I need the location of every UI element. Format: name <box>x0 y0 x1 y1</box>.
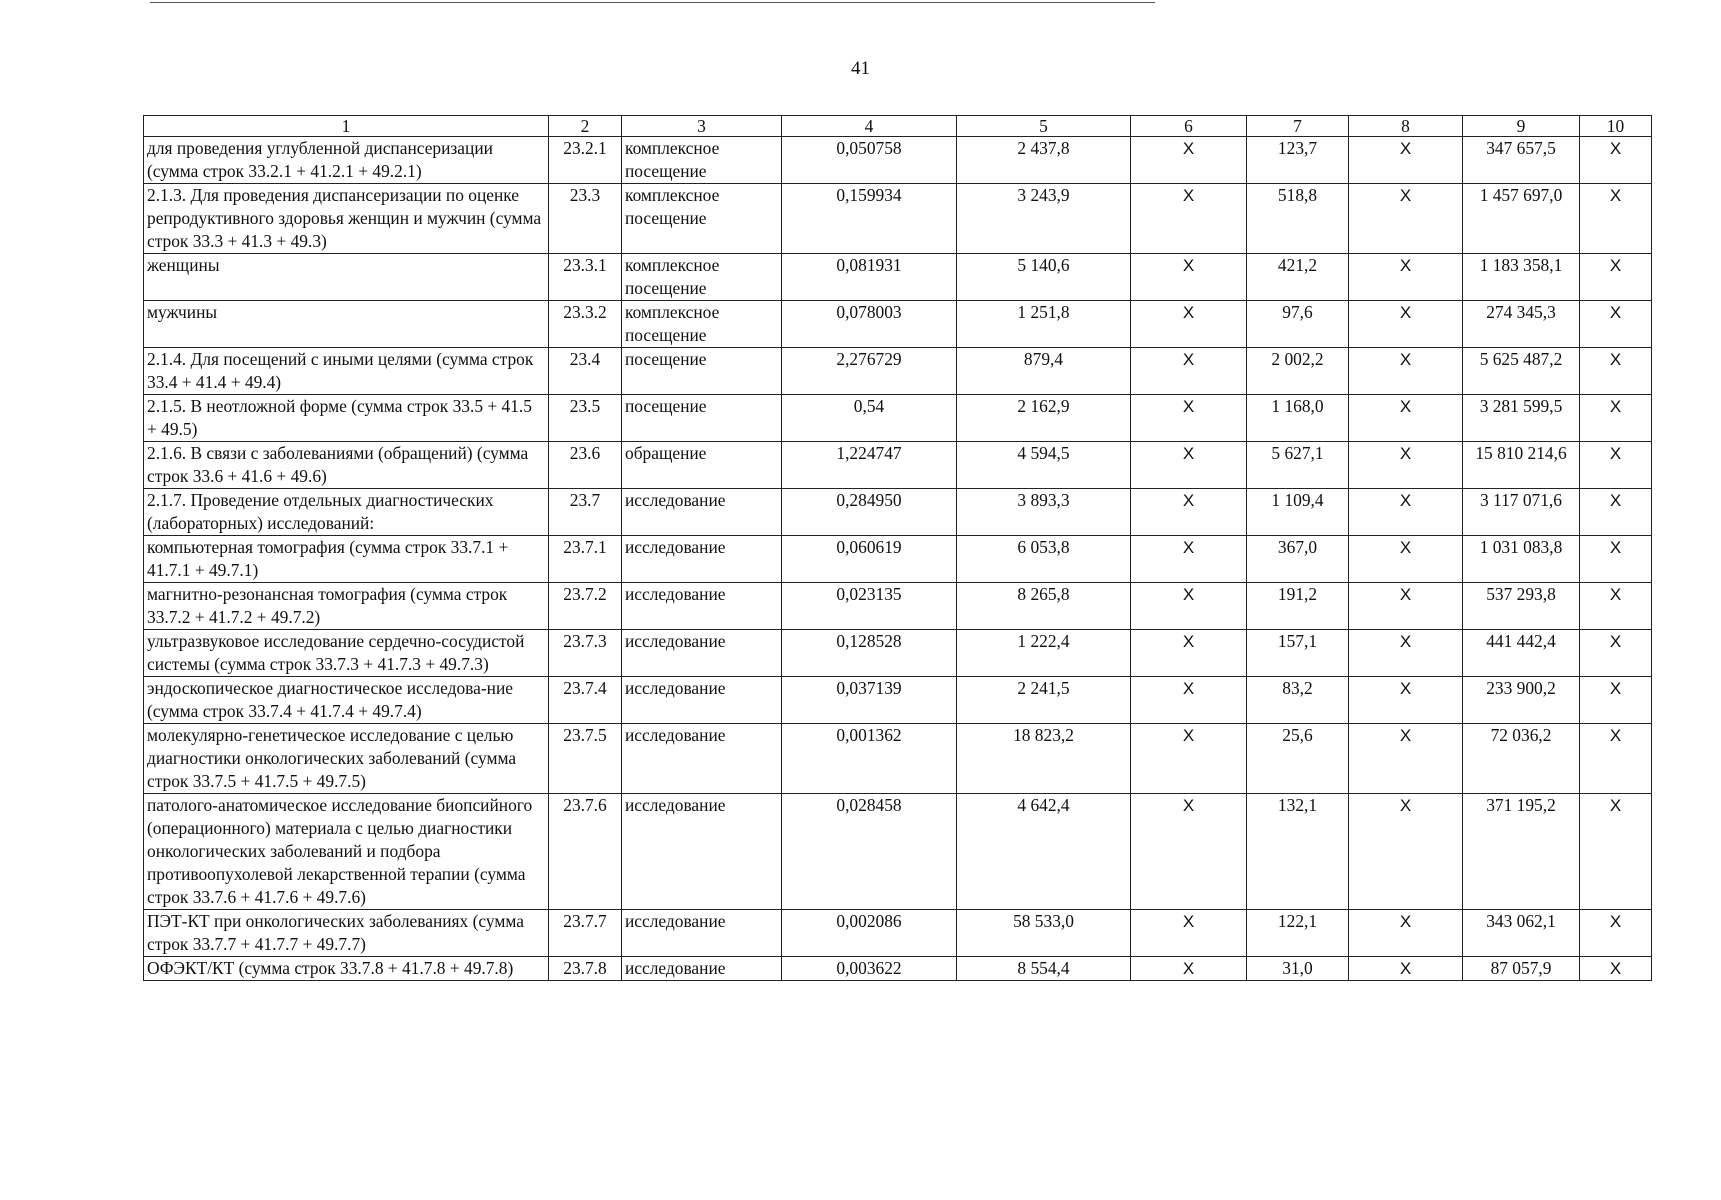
row-name-cell: 2.1.7. Проведение отдельных диагностических (лабораторных) исследований: <box>144 489 549 536</box>
x-mark: Х <box>1399 139 1412 158</box>
table-row <box>144 794 1652 910</box>
table-row <box>144 489 1652 536</box>
page-number: 41 <box>851 58 870 79</box>
x-mark: Х <box>1399 726 1412 745</box>
x-mark: Х <box>1182 912 1195 931</box>
row-name-cell: эндоскопическое диагностическое исследова-ние (сумма строк 33.7.4 + 41.7.4 + 49.7.4) <box>144 677 549 724</box>
row-col8-cell <box>1349 630 1463 677</box>
row-col10-cell <box>1580 442 1652 489</box>
row-unit-cell: исследование <box>622 536 782 583</box>
row-col5-cell: 1 251,8 <box>957 301 1131 348</box>
row-unit-cell: обращение <box>622 442 782 489</box>
row-code-cell: 23.3.2 <box>549 301 622 348</box>
table-row <box>144 630 1652 677</box>
x-mark: Х <box>1399 796 1412 815</box>
row-col10-cell <box>1580 724 1652 794</box>
row-unit-cell: исследование <box>622 630 782 677</box>
x-mark: Х <box>1399 632 1412 651</box>
row-col8-cell <box>1349 184 1463 254</box>
row-unit-cell: исследование <box>622 794 782 910</box>
row-col9-cell: 1 457 697,0 <box>1463 184 1580 254</box>
x-mark: Х <box>1182 444 1195 463</box>
row-col9-cell: 441 442,4 <box>1463 630 1580 677</box>
column-header: 5 <box>957 116 1131 137</box>
row-col4-cell: 0,028458 <box>782 794 957 910</box>
row-name-cell: женщины <box>144 254 549 301</box>
row-unit-cell: исследование <box>622 724 782 794</box>
x-mark: Х <box>1609 585 1622 604</box>
row-col9-cell: 3 117 071,6 <box>1463 489 1580 536</box>
row-name-cell: мужчины <box>144 301 549 348</box>
row-code-cell: 23.7.6 <box>549 794 622 910</box>
row-col7-cell: 2 002,2 <box>1247 348 1349 395</box>
x-mark: Х <box>1399 679 1412 698</box>
row-col4-cell: 0,159934 <box>782 184 957 254</box>
x-mark: Х <box>1609 726 1622 745</box>
row-col10-cell <box>1580 395 1652 442</box>
column-header: 3 <box>622 116 782 137</box>
row-col8-cell <box>1349 395 1463 442</box>
row-col8-cell <box>1349 536 1463 583</box>
row-code-cell: 23.7 <box>549 489 622 536</box>
row-col5-cell: 6 053,8 <box>957 536 1131 583</box>
row-name-cell: ПЭТ-КТ при онкологических заболеваниях (сумма строк 33.7.7 + 41.7.7 + 49.7.7) <box>144 910 549 957</box>
x-mark: Х <box>1182 538 1195 557</box>
row-col9-cell: 347 657,5 <box>1463 137 1580 184</box>
column-header: 6 <box>1131 116 1247 137</box>
row-col10-cell <box>1580 630 1652 677</box>
x-mark: Х <box>1609 303 1622 322</box>
x-mark: Х <box>1609 796 1622 815</box>
row-col8-cell <box>1349 489 1463 536</box>
table-row <box>144 910 1652 957</box>
x-mark: Х <box>1182 726 1195 745</box>
row-col7-cell: 132,1 <box>1247 794 1349 910</box>
row-col7-cell: 5 627,1 <box>1247 442 1349 489</box>
row-col5-cell: 5 140,6 <box>957 254 1131 301</box>
x-mark: Х <box>1182 796 1195 815</box>
table-row <box>144 677 1652 724</box>
row-col5-cell: 58 533,0 <box>957 910 1131 957</box>
row-col8-cell <box>1349 583 1463 630</box>
row-code-cell: 23.7.8 <box>549 957 622 981</box>
row-col4-cell: 0,003622 <box>782 957 957 981</box>
row-col7-cell: 83,2 <box>1247 677 1349 724</box>
row-col7-cell: 31,0 <box>1247 957 1349 981</box>
row-col10-cell <box>1580 910 1652 957</box>
table-row <box>144 254 1652 301</box>
row-col4-cell: 0,128528 <box>782 630 957 677</box>
row-code-cell: 23.7.1 <box>549 536 622 583</box>
x-mark: Х <box>1399 585 1412 604</box>
table-row <box>144 724 1652 794</box>
row-unit-cell: комплексное посещение <box>622 254 782 301</box>
row-col10-cell <box>1580 957 1652 981</box>
row-col8-cell <box>1349 254 1463 301</box>
row-unit-cell: посещение <box>622 395 782 442</box>
column-header: 9 <box>1463 116 1580 137</box>
x-mark: Х <box>1399 186 1412 205</box>
row-col8-cell <box>1349 724 1463 794</box>
row-unit-cell: исследование <box>622 489 782 536</box>
x-mark: Х <box>1609 959 1622 978</box>
row-col4-cell: 1,224747 <box>782 442 957 489</box>
row-col4-cell: 0,050758 <box>782 137 957 184</box>
row-col4-cell: 0,078003 <box>782 301 957 348</box>
row-col10-cell <box>1580 184 1652 254</box>
table-header-row <box>144 116 1652 137</box>
row-col6-cell <box>1131 536 1247 583</box>
row-col7-cell: 157,1 <box>1247 630 1349 677</box>
row-col5-cell: 18 823,2 <box>957 724 1131 794</box>
row-col10-cell <box>1580 301 1652 348</box>
row-col5-cell: 2 162,9 <box>957 395 1131 442</box>
row-col6-cell <box>1131 442 1247 489</box>
row-col6-cell <box>1131 395 1247 442</box>
x-mark: Х <box>1609 139 1622 158</box>
row-col9-cell: 537 293,8 <box>1463 583 1580 630</box>
row-col6-cell <box>1131 254 1247 301</box>
row-code-cell: 23.5 <box>549 395 622 442</box>
column-header: 4 <box>782 116 957 137</box>
row-col9-cell: 5 625 487,2 <box>1463 348 1580 395</box>
row-code-cell: 23.3.1 <box>549 254 622 301</box>
row-name-cell: патолого-анатомическое исследование биопсийного (операционного) материала с целью диагностики онкологических заболеваний и подбора противоопухолевой лекарственной терапии (сумма строк 33.7.6 + 41.7.6 + 49.7.6) <box>144 794 549 910</box>
table-row <box>144 301 1652 348</box>
table-row <box>144 957 1652 981</box>
row-col9-cell: 3 281 599,5 <box>1463 395 1580 442</box>
x-mark: Х <box>1182 397 1195 416</box>
x-mark: Х <box>1609 186 1622 205</box>
row-unit-cell: посещение <box>622 348 782 395</box>
row-unit-cell: комплексное посещение <box>622 184 782 254</box>
row-col9-cell: 343 062,1 <box>1463 910 1580 957</box>
x-mark: Х <box>1182 491 1195 510</box>
row-col6-cell <box>1131 301 1247 348</box>
x-mark: Х <box>1399 350 1412 369</box>
row-col10-cell <box>1580 583 1652 630</box>
row-name-cell: 2.1.3. Для проведения диспансеризации по оценке репродуктивного здоровья женщин и мужчин (сумма строк 33.3 + 41.3 + 49.3) <box>144 184 549 254</box>
row-col10-cell <box>1580 254 1652 301</box>
row-col6-cell <box>1131 184 1247 254</box>
x-mark: Х <box>1609 256 1622 275</box>
x-mark: Х <box>1609 444 1622 463</box>
row-unit-cell: комплексное посещение <box>622 301 782 348</box>
row-col8-cell <box>1349 677 1463 724</box>
row-unit-cell: исследование <box>622 583 782 630</box>
table-row <box>144 395 1652 442</box>
row-name-cell: 2.1.6. В связи с заболеваниями (обращений) (сумма строк 33.6 + 41.6 + 49.6) <box>144 442 549 489</box>
row-col6-cell <box>1131 630 1247 677</box>
table-row <box>144 348 1652 395</box>
row-code-cell: 23.7.7 <box>549 910 622 957</box>
x-mark: Х <box>1609 538 1622 557</box>
x-mark: Х <box>1399 303 1412 322</box>
row-col7-cell: 25,6 <box>1247 724 1349 794</box>
table-row <box>144 184 1652 254</box>
row-col7-cell: 123,7 <box>1247 137 1349 184</box>
row-col8-cell <box>1349 794 1463 910</box>
column-header: 2 <box>549 116 622 137</box>
row-col4-cell: 0,284950 <box>782 489 957 536</box>
row-name-cell: 2.1.4. Для посещений с иными целями (сумма строк 33.4 + 41.4 + 49.4) <box>144 348 549 395</box>
x-mark: Х <box>1182 959 1195 978</box>
table-row <box>144 442 1652 489</box>
row-col5-cell: 8 554,4 <box>957 957 1131 981</box>
table-row <box>144 536 1652 583</box>
table-row <box>144 583 1652 630</box>
row-col4-cell: 0,001362 <box>782 724 957 794</box>
row-code-cell: 23.6 <box>549 442 622 489</box>
row-col8-cell <box>1349 442 1463 489</box>
row-col6-cell <box>1131 957 1247 981</box>
x-mark: Х <box>1182 256 1195 275</box>
x-mark: Х <box>1399 256 1412 275</box>
row-col9-cell: 233 900,2 <box>1463 677 1580 724</box>
row-name-cell: для проведения углубленной диспансеризации (сумма строк 33.2.1 + 41.2.1 + 49.2.1) <box>144 137 549 184</box>
x-mark: Х <box>1399 912 1412 931</box>
row-col6-cell <box>1131 910 1247 957</box>
row-name-cell: ультразвуковое исследование сердечно-сосудистой системы (сумма строк 33.7.3 + 41.7.3 + 49.7.3) <box>144 630 549 677</box>
row-name-cell: магнитно-резонансная томография (сумма строк 33.7.2 + 41.7.2 + 49.7.2) <box>144 583 549 630</box>
x-mark: Х <box>1609 491 1622 510</box>
row-col7-cell: 191,2 <box>1247 583 1349 630</box>
x-mark: Х <box>1609 912 1622 931</box>
row-unit-cell: исследование <box>622 677 782 724</box>
row-code-cell: 23.7.2 <box>549 583 622 630</box>
x-mark: Х <box>1399 491 1412 510</box>
data-table <box>143 115 1652 981</box>
row-col6-cell <box>1131 489 1247 536</box>
row-col9-cell: 1 031 083,8 <box>1463 536 1580 583</box>
x-mark: Х <box>1609 350 1622 369</box>
table-row <box>144 137 1652 184</box>
row-col4-cell: 0,54 <box>782 395 957 442</box>
row-col6-cell <box>1131 348 1247 395</box>
row-code-cell: 23.7.5 <box>549 724 622 794</box>
row-col10-cell <box>1580 348 1652 395</box>
row-col7-cell: 1 168,0 <box>1247 395 1349 442</box>
row-col10-cell <box>1580 536 1652 583</box>
row-col10-cell <box>1580 677 1652 724</box>
row-col4-cell: 2,276729 <box>782 348 957 395</box>
row-col8-cell <box>1349 137 1463 184</box>
row-col5-cell: 4 594,5 <box>957 442 1131 489</box>
row-col6-cell <box>1131 677 1247 724</box>
row-col9-cell: 371 195,2 <box>1463 794 1580 910</box>
x-mark: Х <box>1399 959 1412 978</box>
x-mark: Х <box>1399 538 1412 557</box>
column-header: 8 <box>1349 116 1463 137</box>
x-mark: Х <box>1182 585 1195 604</box>
row-col5-cell: 3 243,9 <box>957 184 1131 254</box>
row-col6-cell <box>1131 137 1247 184</box>
row-col7-cell: 421,2 <box>1247 254 1349 301</box>
x-mark: Х <box>1399 397 1412 416</box>
row-col4-cell: 0,081931 <box>782 254 957 301</box>
row-col5-cell: 8 265,8 <box>957 583 1131 630</box>
row-col7-cell: 97,6 <box>1247 301 1349 348</box>
row-col4-cell: 0,023135 <box>782 583 957 630</box>
row-col8-cell <box>1349 301 1463 348</box>
x-mark: Х <box>1182 679 1195 698</box>
row-col8-cell <box>1349 957 1463 981</box>
x-mark: Х <box>1182 632 1195 651</box>
row-code-cell: 23.4 <box>549 348 622 395</box>
x-mark: Х <box>1182 350 1195 369</box>
row-col5-cell: 3 893,3 <box>957 489 1131 536</box>
row-col5-cell: 4 642,4 <box>957 794 1131 910</box>
row-name-cell: компьютерная томография (сумма строк 33.7.1 + 41.7.1 + 49.7.1) <box>144 536 549 583</box>
x-mark: Х <box>1399 444 1412 463</box>
x-mark: Х <box>1609 679 1622 698</box>
row-col4-cell: 0,060619 <box>782 536 957 583</box>
row-code-cell: 23.3 <box>549 184 622 254</box>
x-mark: Х <box>1182 139 1195 158</box>
row-col9-cell: 87 057,9 <box>1463 957 1580 981</box>
row-col5-cell: 2 437,8 <box>957 137 1131 184</box>
row-col6-cell <box>1131 583 1247 630</box>
row-col5-cell: 2 241,5 <box>957 677 1131 724</box>
row-col4-cell: 0,002086 <box>782 910 957 957</box>
row-col7-cell: 367,0 <box>1247 536 1349 583</box>
row-col7-cell: 1 109,4 <box>1247 489 1349 536</box>
column-header: 10 <box>1580 116 1652 137</box>
row-col10-cell <box>1580 137 1652 184</box>
row-name-cell: 2.1.5. В неотложной форме (сумма строк 33.5 + 41.5 + 49.5) <box>144 395 549 442</box>
row-col7-cell: 122,1 <box>1247 910 1349 957</box>
row-unit-cell: исследование <box>622 957 782 981</box>
row-col9-cell: 72 036,2 <box>1463 724 1580 794</box>
top-rule <box>150 2 1155 3</box>
row-col9-cell: 15 810 214,6 <box>1463 442 1580 489</box>
row-col8-cell <box>1349 348 1463 395</box>
row-col7-cell: 518,8 <box>1247 184 1349 254</box>
row-col10-cell <box>1580 489 1652 536</box>
column-header: 1 <box>144 116 549 137</box>
row-col6-cell <box>1131 724 1247 794</box>
row-col9-cell: 1 183 358,1 <box>1463 254 1580 301</box>
row-code-cell: 23.2.1 <box>549 137 622 184</box>
x-mark: Х <box>1609 632 1622 651</box>
x-mark: Х <box>1182 186 1195 205</box>
column-header: 7 <box>1247 116 1349 137</box>
x-mark: Х <box>1609 397 1622 416</box>
row-name-cell: молекулярно-генетическое исследование с целью диагностики онкологических заболеваний (сумма строк 33.7.5 + 41.7.5 + 49.7.5) <box>144 724 549 794</box>
row-col4-cell: 0,037139 <box>782 677 957 724</box>
row-unit-cell: комплексное посещение <box>622 137 782 184</box>
row-code-cell: 23.7.4 <box>549 677 622 724</box>
row-unit-cell: исследование <box>622 910 782 957</box>
row-col6-cell <box>1131 794 1247 910</box>
row-code-cell: 23.7.3 <box>549 630 622 677</box>
row-col9-cell: 274 345,3 <box>1463 301 1580 348</box>
row-col5-cell: 1 222,4 <box>957 630 1131 677</box>
x-mark: Х <box>1182 303 1195 322</box>
row-col5-cell: 879,4 <box>957 348 1131 395</box>
row-col10-cell <box>1580 794 1652 910</box>
row-col8-cell <box>1349 910 1463 957</box>
row-name-cell: ОФЭКТ/КТ (сумма строк 33.7.8 + 41.7.8 + 49.7.8) <box>144 957 549 981</box>
